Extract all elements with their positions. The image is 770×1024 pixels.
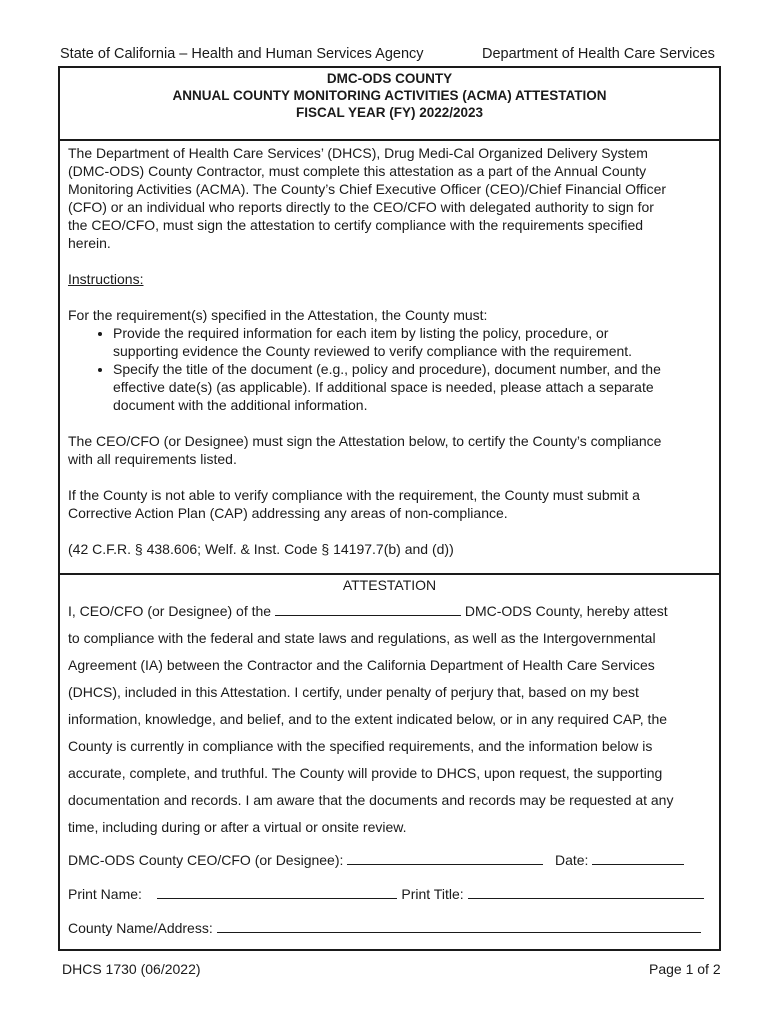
ceo-paragraph	[68, 432, 718, 468]
bullet-line: effective date(s) (as applicable). If additional space is needed, please attach a separate	[113, 379, 654, 395]
title-line-1: DMC-ODS COUNTY	[326, 71, 453, 86]
intro-line: herein.	[68, 235, 111, 251]
page-number: Page 1 of 2	[649, 961, 721, 977]
paragraph-line: If the County is not able to verify compliance with the requirement, the County must submit a	[68, 487, 640, 503]
bullet-line: document with the additional information.	[113, 397, 368, 413]
header-department: Department of Health Care Services	[482, 46, 715, 62]
signature-label: DMC-ODS County CEO/CFO (or Designee):	[68, 852, 344, 868]
paragraph-line: Corrective Action Plan (CAP) addressing any areas of non-compliance.	[68, 505, 508, 521]
print-title-field[interactable]	[468, 886, 704, 899]
citation: (42 C.F.R. § 438.606; Welf. & Inst. Code § 14197.7(b) and (d))	[68, 541, 454, 557]
instructions-list	[68, 324, 718, 414]
attestation-line: Agreement (IA) between the Contractor and the California Department of Health Care Services	[68, 657, 655, 673]
bullet-line: supporting evidence the County reviewed to verify compliance with the requirement.	[113, 343, 633, 359]
intro-line: the CEO/CFO, must sign the attestation to certify compliance with the requirements specified	[68, 217, 644, 233]
date-field[interactable]	[592, 852, 684, 865]
title-line-3: FISCAL YEAR (FY) 2022/2023	[295, 105, 484, 120]
attestation-divider	[60, 573, 719, 575]
title-block	[60, 68, 719, 141]
intro-line: (CFO) or an individual who reports directly to the CEO/CFO with delegated authority to sign for	[68, 199, 654, 215]
attestation-line: (DHCS), included in this Attestation. I certify, under penalty of perjury that, based on my best	[68, 684, 639, 700]
paragraph-line: The CEO/CFO (or Designee) must sign the Attestation below, to certify the County’s compliance	[68, 433, 662, 449]
attestation-text: DMC-ODS County, hereby attest	[464, 603, 668, 619]
form-frame	[58, 66, 721, 951]
paragraph-line: with all requirements listed.	[68, 451, 237, 467]
intro-paragraph	[68, 144, 718, 252]
form-id: DHCS 1730 (06/2022)	[62, 961, 201, 977]
intro-line: The Department of Health Care Services’ (DHCS), Drug Medi-Cal Organized Delivery System	[68, 145, 648, 161]
print-name-label: Print Name:	[68, 886, 142, 902]
attestation-line: accurate, complete, and truthful. The County will provide to DHCS, upon request, the supporting	[68, 765, 663, 781]
signature-field[interactable]	[347, 852, 543, 865]
attestation-line: to compliance with the federal and state laws and regulations, as well as the Intergovernmental	[68, 630, 656, 646]
title-line-2: ANNUAL COUNTY MONITORING ACTIVITIES (ACMA) ATTESTATION	[172, 88, 607, 103]
signature-row	[68, 852, 684, 868]
attestation-line: information, knowledge, and belief, and to the extent indicated below, or in any required CAP, the	[68, 711, 668, 727]
list-item	[113, 360, 718, 414]
attestation-body	[68, 598, 728, 841]
print-title-label: Print Title:	[401, 886, 464, 902]
bullet-line: Provide the required information for each item by listing the policy, procedure, or	[113, 325, 609, 341]
county-name-blank[interactable]	[275, 603, 461, 616]
attestation-line: time, including during or after a virtual or onsite review.	[68, 819, 407, 835]
intro-section	[68, 144, 718, 558]
instructions-lead: For the requirement(s) specified in the Attestation, the County must:	[68, 307, 488, 323]
intro-line: Monitoring Activities (ACMA). The County’s Chief Executive Officer (CEO)/Chief Financial Officer	[68, 181, 667, 197]
print-row	[68, 886, 704, 902]
county-address-label: County Name/Address:	[68, 920, 213, 936]
cap-paragraph	[68, 486, 718, 522]
list-item	[113, 324, 718, 360]
attestation-line: County is currently in compliance with the specified requirements, and the information below is	[68, 738, 653, 754]
bullet-line: Specify the title of the document (e.g., policy and procedure), document number, and the	[113, 361, 661, 377]
county-address-field[interactable]	[217, 920, 701, 933]
header-agency: State of California – Health and Human Services Agency	[60, 46, 424, 62]
attestation-line-1	[68, 598, 728, 625]
attestation-heading: ATTESTATION	[342, 577, 437, 593]
print-name-field[interactable]	[157, 886, 397, 899]
intro-line: (DMC-ODS) County Contractor, must complete this attestation as a part of the Annual County	[68, 163, 647, 179]
instructions-heading: Instructions:	[68, 271, 144, 287]
county-row	[68, 920, 701, 936]
attestation-text: I, CEO/CFO (or Designee) of the	[68, 603, 272, 619]
attestation-line: documentation and records. I am aware that the documents and records may be requested at any	[68, 792, 674, 808]
date-label: Date:	[554, 852, 589, 868]
